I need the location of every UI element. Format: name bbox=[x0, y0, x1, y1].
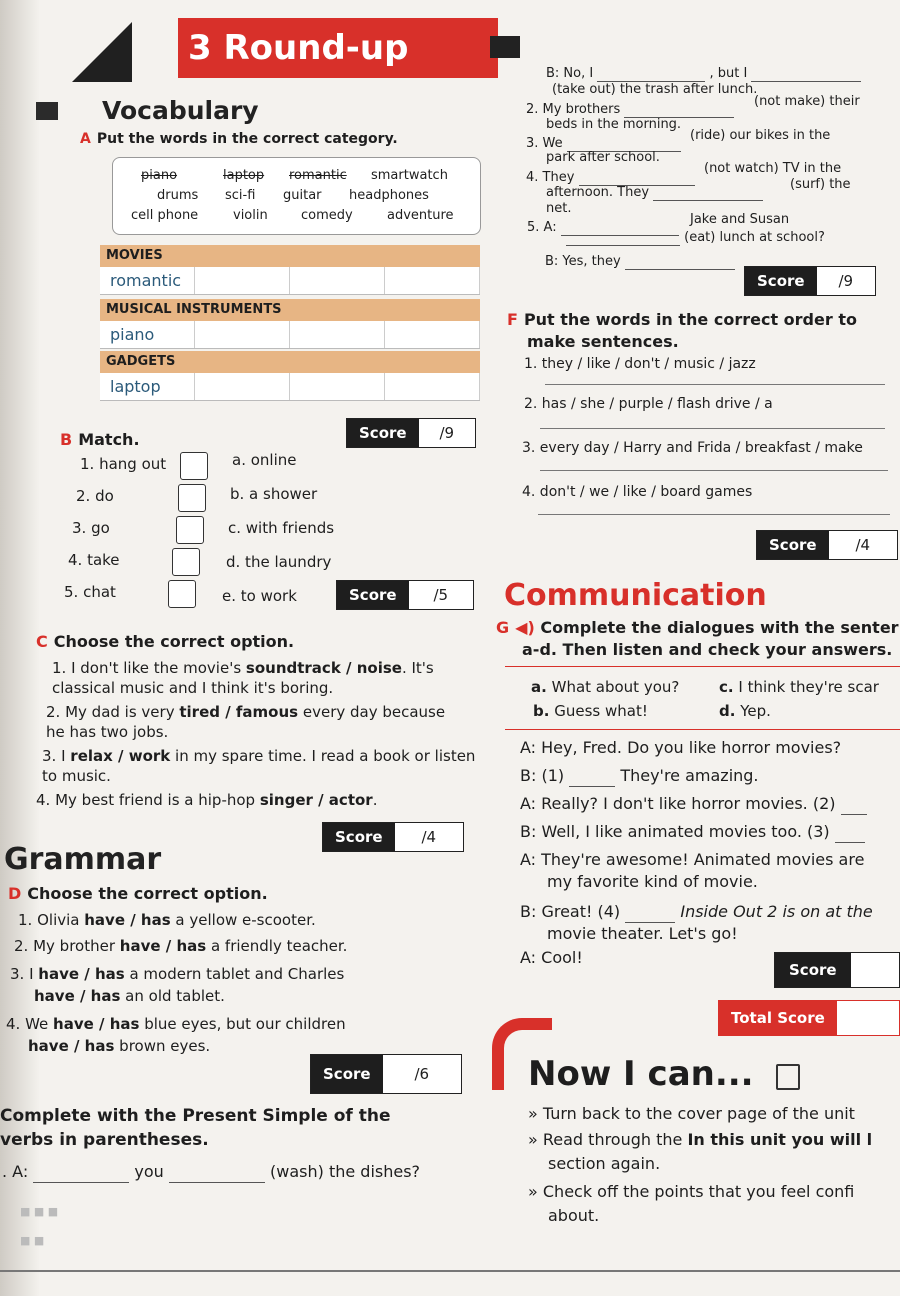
match-checkbox[interactable] bbox=[172, 548, 200, 576]
e-line: (take out) the trash after lunch. bbox=[552, 82, 758, 97]
option-choice[interactable]: have / has bbox=[38, 965, 125, 983]
match-left-item: 2. do bbox=[76, 487, 114, 505]
exercise-f-letter: F bbox=[507, 310, 518, 329]
score-value[interactable]: /6 bbox=[414, 1065, 430, 1083]
item-text: I don't like the movie's bbox=[71, 659, 246, 677]
item-text: (eat) lunch at school? bbox=[684, 230, 825, 245]
exercise-g-text: Complete the dialogues with the senter bbox=[540, 618, 899, 637]
faded-marks: ■ ■ ■ bbox=[20, 1205, 59, 1218]
e-line bbox=[545, 254, 735, 270]
option-key: d. bbox=[719, 702, 736, 720]
exercise-c-item bbox=[52, 658, 472, 698]
score-box-f bbox=[756, 530, 898, 560]
match-left-item: 3. go bbox=[72, 519, 110, 537]
score-value[interactable]: /4 bbox=[421, 828, 437, 846]
point-text-bold: In this unit you will l bbox=[687, 1130, 873, 1149]
exercise-f-instruction bbox=[507, 310, 857, 329]
exercise-f-instruction-2: make sentences. bbox=[527, 332, 679, 351]
exercise-f-text: Put the words in the correct order to bbox=[523, 310, 857, 329]
exercise-c-item bbox=[42, 746, 482, 786]
dialogue-option bbox=[531, 677, 679, 697]
exercise-g-letter: G bbox=[496, 618, 510, 637]
score-value[interactable]: /9 bbox=[838, 272, 854, 290]
dialogue-line bbox=[520, 822, 865, 843]
item-text: , but I bbox=[709, 66, 748, 81]
option-choice[interactable]: soundtrack / noise bbox=[245, 659, 402, 677]
score-box-c bbox=[322, 822, 464, 852]
match-checkbox[interactable] bbox=[176, 516, 204, 544]
option-choice[interactable]: relax / work bbox=[70, 747, 171, 765]
item-text: afternoon. They bbox=[546, 185, 650, 200]
exercise-c-item bbox=[46, 702, 466, 742]
dialogue-option bbox=[719, 677, 879, 697]
score-label: Score bbox=[745, 267, 817, 295]
dialogue-line: A: Hey, Fred. Do you like horror movies? bbox=[520, 738, 842, 757]
answer-blank[interactable] bbox=[841, 794, 867, 815]
answer-line[interactable] bbox=[540, 470, 888, 471]
option-text: I think they're scar bbox=[738, 678, 879, 696]
item-text: . bbox=[372, 791, 378, 809]
exercise-d-item bbox=[10, 964, 344, 984]
match-checkbox[interactable] bbox=[178, 484, 206, 512]
category-answer-cell[interactable] bbox=[290, 321, 385, 348]
exercise-d-item bbox=[6, 1014, 346, 1034]
point-text: Read through the bbox=[542, 1130, 688, 1149]
item-text: B: No, I bbox=[546, 66, 594, 81]
item-number: 2. bbox=[46, 703, 61, 721]
category-cell: romantic bbox=[100, 267, 195, 294]
exercise-d-item-cont bbox=[34, 986, 225, 1006]
word-bank-item: cell phone bbox=[131, 208, 199, 223]
category-header-movies: MOVIES bbox=[100, 245, 480, 267]
e-line: park after school. bbox=[546, 150, 660, 165]
score-label: Score bbox=[337, 581, 409, 609]
item-text: Olivia bbox=[37, 911, 85, 929]
category-answer-cell[interactable] bbox=[195, 321, 290, 348]
option-text: What about you? bbox=[551, 678, 680, 696]
answer-blank[interactable] bbox=[569, 766, 615, 787]
banner-dark-tab bbox=[490, 36, 520, 58]
item-number: 2. bbox=[14, 937, 29, 955]
answer-blank[interactable] bbox=[169, 1162, 265, 1183]
faded-marks: ■ ■ bbox=[20, 1234, 45, 1247]
word-bank-item: piano bbox=[141, 168, 178, 183]
exercise-a-letter: A bbox=[80, 131, 91, 147]
item-text: My brother bbox=[33, 937, 120, 955]
option-choice[interactable]: have / has bbox=[84, 911, 171, 929]
answer-blank[interactable] bbox=[625, 902, 675, 923]
e-line: beds in the morning. bbox=[546, 117, 682, 132]
dialogue-text: A: Really? I don't like horror movies. (2) bbox=[520, 794, 836, 813]
answer-blank[interactable] bbox=[625, 254, 735, 270]
item-text: brown eyes. bbox=[114, 1037, 211, 1055]
e-line bbox=[526, 102, 734, 118]
e-line: (not make) their bbox=[754, 94, 860, 109]
word-bank-item: comedy bbox=[301, 208, 353, 223]
answer-blank[interactable] bbox=[566, 230, 680, 246]
dialogue-line bbox=[520, 794, 867, 815]
answer-line[interactable] bbox=[538, 514, 890, 515]
exercise-f-item: 3. every day / Harry and Frida / breakfast / make bbox=[522, 440, 863, 456]
category-cell: piano bbox=[100, 321, 195, 348]
category-row-instruments bbox=[100, 321, 480, 349]
item-number: 4. bbox=[36, 791, 51, 809]
exercise-d-letter: D bbox=[8, 884, 22, 903]
category-answer-cell[interactable] bbox=[385, 321, 480, 348]
e-line bbox=[546, 66, 861, 82]
e-line: (surf) the bbox=[790, 177, 851, 192]
exercise-c-item bbox=[36, 790, 476, 810]
exercise-f-item: 2. has / she / purple / flash drive / a bbox=[524, 396, 773, 412]
exercise-c-text: Choose the correct option. bbox=[53, 632, 295, 651]
item-text: . It's classical music and I think it's boring. bbox=[52, 659, 434, 697]
item-text: a yellow e-scooter. bbox=[170, 911, 316, 929]
answer-blank[interactable] bbox=[579, 170, 695, 186]
dialogue-options-box bbox=[505, 666, 900, 730]
item-text: I bbox=[61, 747, 71, 765]
category-answer-cell[interactable] bbox=[195, 373, 290, 400]
grammar-title: Grammar bbox=[4, 842, 162, 877]
item-number: 3. bbox=[42, 747, 57, 765]
exercise-d-item bbox=[18, 910, 316, 930]
category-cell: laptop bbox=[100, 373, 195, 400]
checkbox-icon bbox=[776, 1064, 800, 1090]
answer-blank[interactable] bbox=[33, 1162, 129, 1183]
option-choice[interactable]: have / has bbox=[28, 1037, 115, 1055]
dialogue-text: B: (1) bbox=[520, 766, 565, 785]
exercise-e-instruction-2: verbs in parentheses. bbox=[0, 1130, 209, 1150]
e-line bbox=[566, 230, 825, 246]
now-i-can-point: » Check off the points that you feel confi bbox=[528, 1182, 855, 1201]
category-header-gadgets: GADGETS bbox=[100, 351, 480, 373]
answer-blank[interactable] bbox=[835, 822, 865, 843]
score-value[interactable]: /9 bbox=[439, 424, 455, 442]
verb-hint: (wash) the dishes? bbox=[270, 1162, 421, 1181]
dialogue-option bbox=[533, 701, 648, 721]
item-text: 4. They bbox=[526, 170, 575, 185]
category-answer-cell[interactable] bbox=[385, 267, 480, 294]
item-text: B: Yes, they bbox=[545, 254, 621, 269]
match-left-item: 4. take bbox=[68, 551, 120, 569]
dialogue-line: movie theater. Let's go! bbox=[547, 924, 738, 943]
option-choice[interactable]: tired / famous bbox=[179, 703, 299, 721]
option-choice[interactable]: singer / actor bbox=[259, 791, 373, 809]
item-text: My best friend is a hip-hop bbox=[55, 791, 260, 809]
word-bank-item: laptop bbox=[223, 168, 265, 183]
score-box-d bbox=[310, 1054, 462, 1094]
item-text: you bbox=[134, 1162, 164, 1181]
dialogue-text: Inside Out 2 is on at the bbox=[680, 902, 873, 921]
now-i-can-point: » Turn back to the cover page of the unit bbox=[528, 1104, 855, 1123]
dialogue-option bbox=[719, 701, 771, 721]
word-bank-item: headphones bbox=[349, 188, 429, 203]
item-text: My dad is very bbox=[65, 703, 180, 721]
speaker-icon[interactable]: ◀) bbox=[515, 618, 535, 637]
exercise-a-text: Put the words in the correct category. bbox=[96, 131, 398, 147]
item-text: blue eyes, but our children bbox=[139, 1015, 346, 1033]
exercise-c-letter: C bbox=[36, 632, 48, 651]
item-text: We bbox=[25, 1015, 54, 1033]
score-value[interactable]: /5 bbox=[433, 586, 449, 604]
match-right-item: e. to work bbox=[222, 587, 297, 605]
category-row-movies bbox=[100, 267, 480, 295]
total-score-box bbox=[718, 1000, 900, 1036]
exercise-a-instruction bbox=[80, 131, 398, 147]
category-answer-cell[interactable] bbox=[290, 373, 385, 400]
item-text: a modern tablet and Charles bbox=[124, 965, 345, 983]
now-i-can-point-cont: section again. bbox=[548, 1154, 661, 1173]
unit-title-banner: 3 Round-up bbox=[178, 18, 498, 78]
match-left-item: 5. chat bbox=[64, 583, 116, 601]
match-right-item: d. the laundry bbox=[226, 553, 332, 571]
book-icon bbox=[36, 102, 58, 120]
word-bank-item: adventure bbox=[387, 208, 454, 223]
now-i-can-point-cont: about. bbox=[548, 1206, 600, 1225]
dialogue-text: B: Great! (4) bbox=[520, 902, 621, 921]
word-bank-item: drums bbox=[157, 188, 199, 203]
answer-blank[interactable] bbox=[653, 185, 763, 201]
e-line: Jake and Susan bbox=[690, 212, 790, 227]
dialogue-line: my favorite kind of movie. bbox=[547, 872, 758, 891]
e-line: (not watch) TV in the bbox=[704, 161, 842, 176]
speaker-a: . A: bbox=[2, 1162, 29, 1181]
exercise-d-text: Choose the correct option. bbox=[27, 884, 268, 903]
word-bank-item: sci-fi bbox=[225, 188, 256, 203]
bottom-rule bbox=[0, 1270, 900, 1272]
item-number: 1. bbox=[18, 911, 33, 929]
score-value[interactable] bbox=[851, 953, 899, 987]
score-box-a bbox=[346, 418, 476, 448]
dialogue-text: B: Well, I like animated movies too. (3) bbox=[520, 822, 830, 841]
score-label: Score bbox=[323, 823, 395, 851]
match-right-item: b. a shower bbox=[230, 485, 318, 503]
vocabulary-title: Vocabulary bbox=[102, 96, 259, 125]
item-number: 3. bbox=[10, 965, 25, 983]
exercise-b-letter: B bbox=[60, 430, 73, 449]
item-text: 2. My brothers bbox=[526, 102, 621, 117]
item-text: in my spare time. I read a book or listen to music. bbox=[42, 747, 476, 785]
total-score-label: Total Score bbox=[719, 1001, 837, 1035]
score-value[interactable]: /4 bbox=[855, 536, 871, 554]
word-bank-item: guitar bbox=[283, 188, 322, 203]
option-text: Guess what! bbox=[554, 702, 648, 720]
exercise-b-text: Match. bbox=[78, 430, 140, 449]
dialogue-line bbox=[520, 766, 759, 787]
dialogue-line bbox=[520, 902, 873, 923]
category-header-instruments: MUSICAL INSTRUMENTS bbox=[100, 299, 480, 321]
category-answer-cell[interactable] bbox=[385, 373, 480, 400]
option-key: a. bbox=[531, 678, 547, 696]
item-text: an old tablet. bbox=[120, 987, 225, 1005]
score-label: Score bbox=[757, 531, 829, 559]
exercise-d-instruction bbox=[8, 884, 268, 903]
option-choice[interactable]: have / has bbox=[119, 937, 207, 955]
communication-title: Communication bbox=[504, 578, 767, 613]
exercise-g-instruction bbox=[496, 618, 899, 637]
option-choice[interactable]: have / has bbox=[53, 1015, 140, 1033]
banner-arrow-shape bbox=[72, 22, 132, 82]
exercise-e-item-1 bbox=[2, 1162, 420, 1183]
item-number: 4. bbox=[6, 1015, 21, 1033]
word-bank bbox=[112, 157, 481, 235]
answer-blank[interactable] bbox=[751, 66, 861, 82]
score-box-e bbox=[744, 266, 876, 296]
e-line bbox=[526, 170, 695, 186]
exercise-e-instruction: Complete with the Present Simple of the bbox=[0, 1106, 391, 1126]
category-answer-cell[interactable] bbox=[290, 267, 385, 294]
e-line: net. bbox=[546, 201, 572, 216]
now-i-can-point: » Read through the In this unit you will l bbox=[528, 1130, 873, 1149]
match-checkbox[interactable] bbox=[168, 580, 196, 608]
match-checkbox[interactable] bbox=[180, 452, 208, 480]
exercise-c-instruction bbox=[36, 632, 294, 651]
exercise-g-instruction-2: a-d. Then listen and check your answers. bbox=[522, 640, 893, 659]
category-answer-cell[interactable] bbox=[195, 267, 290, 294]
exercise-d-item-cont bbox=[28, 1036, 210, 1056]
score-box-b bbox=[336, 580, 474, 610]
page-gutter-shadow bbox=[0, 0, 40, 1296]
answer-line[interactable] bbox=[540, 428, 885, 429]
dialogue-line: A: They're awesome! Animated movies are bbox=[520, 850, 865, 869]
exercise-f-item: 4. don't / we / like / board games bbox=[522, 484, 753, 500]
answer-line[interactable] bbox=[545, 384, 885, 385]
answer-blank[interactable] bbox=[597, 66, 705, 82]
exercise-f-item: 1. they / like / don't / music / jazz bbox=[524, 356, 756, 372]
word-bank-item: smartwatch bbox=[371, 168, 448, 183]
score-label: Score bbox=[775, 953, 851, 987]
option-key: c. bbox=[719, 678, 734, 696]
match-left-item: 1. hang out bbox=[80, 455, 167, 473]
score-box-g bbox=[774, 952, 900, 988]
match-right-item: c. with friends bbox=[228, 519, 335, 537]
total-score-value[interactable] bbox=[837, 1001, 899, 1035]
score-label: Score bbox=[347, 419, 419, 447]
item-text: 5. A: bbox=[527, 220, 557, 235]
e-line: (ride) our bikes in the bbox=[690, 128, 831, 143]
point-text: Check off the points that you feel confi bbox=[542, 1182, 855, 1201]
option-choice[interactable]: have / has bbox=[34, 987, 121, 1005]
answer-blank[interactable] bbox=[624, 102, 734, 118]
exercise-b-instruction bbox=[60, 430, 140, 449]
word-bank-item: romantic bbox=[289, 168, 347, 183]
dialogue-line: A: Cool! bbox=[520, 948, 583, 967]
now-i-can-title: Now I can... bbox=[528, 1054, 754, 1094]
option-text: Yep. bbox=[740, 702, 771, 720]
e-line bbox=[546, 185, 763, 201]
item-number: 1. bbox=[52, 659, 67, 677]
exercise-d-item bbox=[14, 936, 347, 956]
item-text: every day because he has two jobs. bbox=[46, 703, 446, 741]
item-text: I bbox=[29, 965, 39, 983]
score-label: Score bbox=[311, 1055, 383, 1093]
match-right-item: a. online bbox=[232, 451, 297, 469]
category-table bbox=[100, 245, 480, 401]
category-row-gadgets bbox=[100, 373, 480, 401]
word-bank-item: violin bbox=[233, 208, 268, 223]
item-text: a friendly teacher. bbox=[206, 937, 348, 955]
option-key: b. bbox=[533, 702, 550, 720]
item-text: 3. We bbox=[526, 136, 563, 151]
dialogue-text: They're amazing. bbox=[620, 766, 759, 785]
point-text: Turn back to the cover page of the unit bbox=[542, 1104, 855, 1123]
